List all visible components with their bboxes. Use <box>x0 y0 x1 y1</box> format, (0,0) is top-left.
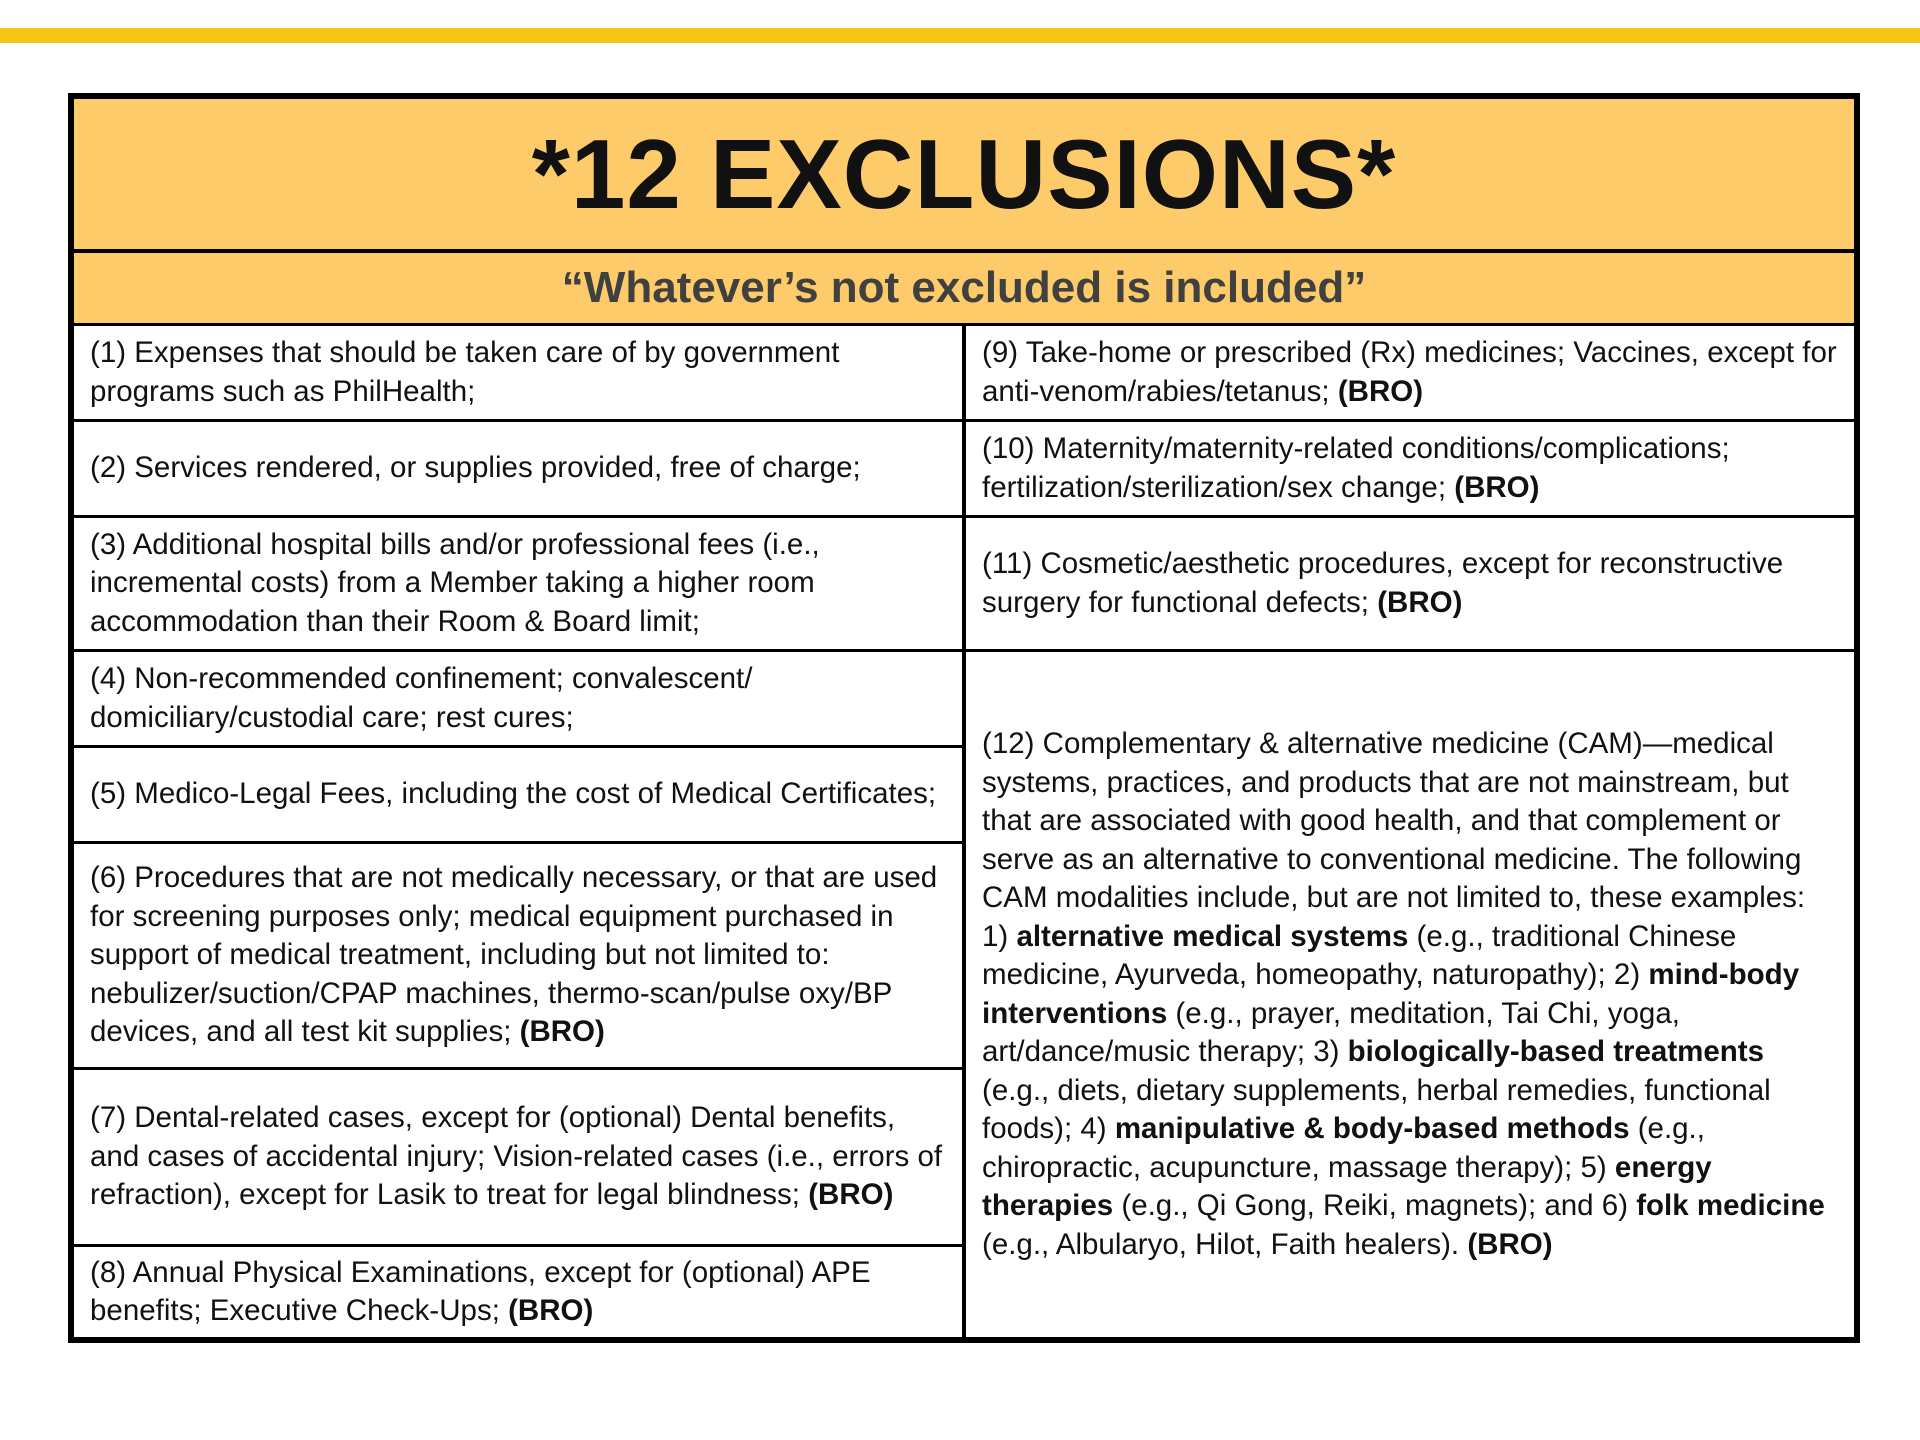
bro-tag: (BRO) <box>508 1294 594 1327</box>
left-column <box>74 326 966 1337</box>
exclusion-item-12 <box>966 652 1854 1337</box>
bro-tag: (BRO) <box>1454 470 1540 504</box>
exclusions-table <box>68 93 1860 1343</box>
cam-category: biologically-based treatments <box>1347 1035 1765 1068</box>
cam-category: energy therapies <box>982 1150 1712 1222</box>
bro-tag: (BRO) <box>808 1178 894 1212</box>
bro-tag: (BRO) <box>1377 585 1463 619</box>
exclusion-item-text: (5) Medico-Legal Fees, including the cost of Medical Certificates; <box>90 777 937 811</box>
exclusion-item-text: (3) Additional hospital bills and/or professional fees (i.e., incremental costs) from a Member taking a higher room accommodation than their Room & Board limit; <box>90 527 820 638</box>
exclusion-item-9 <box>966 326 1854 422</box>
exclusion-item-4 <box>74 652 962 748</box>
cam-number: 1) <box>982 919 1017 953</box>
exclusion-item-2 <box>74 422 962 518</box>
top-accent-bar <box>0 28 1920 43</box>
cam-category: manipulative & body-based methods <box>1114 1112 1630 1145</box>
cam-number: 5) <box>1580 1150 1615 1184</box>
exclusion-item-11 <box>966 518 1854 652</box>
right-column <box>966 326 1854 1337</box>
cam-examples: (e.g., traditional Chinese medicine, Ayurveda, homeopathy, naturopathy); <box>982 919 1737 991</box>
page-subtitle: “Whatever’s not excluded is included” <box>74 253 1854 326</box>
bro-tag: (BRO) <box>519 1015 605 1049</box>
bro-tag: (BRO) <box>1467 1227 1553 1261</box>
exclusion-item-1 <box>74 326 962 422</box>
cam-examples: (e.g., chiropractic, acupuncture, massage therapy); <box>982 1112 1705 1184</box>
cam-examples: (e.g., prayer, meditation, Tai Chi, yoga, art/dance/music therapy; <box>982 996 1680 1068</box>
exclusion-item-text: (11) Cosmetic/aesthetic procedures, except for reconstructive surgery for functional defects; <box>982 547 1784 619</box>
cam-examples: (e.g., Albularyo, Hilot, Faith healers). <box>982 1227 1468 1261</box>
cam-description <box>982 725 1838 1264</box>
bro-tag: (BRO) <box>1337 374 1424 408</box>
exclusion-item-text: (6) Procedures that are not medically necessary, or that are used for screening purposes only; medical equipment purchased in support of medical treatment, including but not limited to: nebulizer/suction/CPAP machines, thermo-scan/pulse oxy/BP devices, and all test kit supplies; <box>90 861 938 1049</box>
cam-category: alternative medical systems <box>1016 919 1409 953</box>
exclusion-item-text: (7) Dental-related cases, except for (optional) Dental benefits, and cases of accidental injury; Vision-related cases (i.e., errors of refraction), except for Lasik to treat for legal blindness; <box>90 1101 943 1212</box>
cam-number: 6) <box>1601 1189 1637 1222</box>
exclusion-item-text: (10) Maternity/maternity-related conditions/complications; fertilization/sterilization/sex change; <box>982 432 1730 504</box>
cam-examples: (e.g., Qi Gong, Reiki, magnets); and <box>1113 1189 1602 1222</box>
exclusion-item-text: (9) Take-home or prescribed (Rx) medicines; Vaccines, except for anti-venom/rabies/tetanus; <box>982 336 1837 408</box>
exclusion-item-7 <box>74 1070 962 1247</box>
cam-examples: (e.g., diets, dietary supplements, herbal remedies, functional foods); <box>982 1073 1771 1145</box>
cam-number: 4) <box>1080 1112 1115 1145</box>
cam-category: mind-body interventions <box>982 958 1800 1030</box>
exclusion-item-8 <box>74 1247 962 1337</box>
exclusion-item-text: (2) Services rendered, or supplies provided, free of charge; <box>90 451 861 485</box>
cam-category: folk medicine <box>1636 1189 1825 1222</box>
exclusion-item-10 <box>966 422 1854 518</box>
exclusion-item-text: (4) Non-recommended confinement; convalescent/ domiciliary/custodial care; rest cures; <box>90 662 753 734</box>
cam-number: 2) <box>1613 958 1649 991</box>
page-title: *12 EXCLUSIONS* <box>74 99 1854 253</box>
exclusion-item-text: (8) Annual Physical Examinations, except for (optional) APE benefits; Executive Check-Ups; <box>90 1255 871 1327</box>
exclusion-item-text: (1) Expenses that should be taken care of by government programs such as PhilHealth; <box>90 336 840 408</box>
cam-number: 3) <box>1313 1035 1348 1068</box>
exclusion-item-3 <box>74 518 962 652</box>
exclusion-item-5 <box>74 748 962 844</box>
exclusion-item-6 <box>74 844 962 1070</box>
cam-intro: (12) Complementary & alternative medicine (CAM)—medical systems, practices, and products that are not mainstream, but that are associated with good health, and that complement or serve as an alternative to conventional medicine. The following CAM modalities include, but are not limited to, these examples: <box>982 727 1806 914</box>
